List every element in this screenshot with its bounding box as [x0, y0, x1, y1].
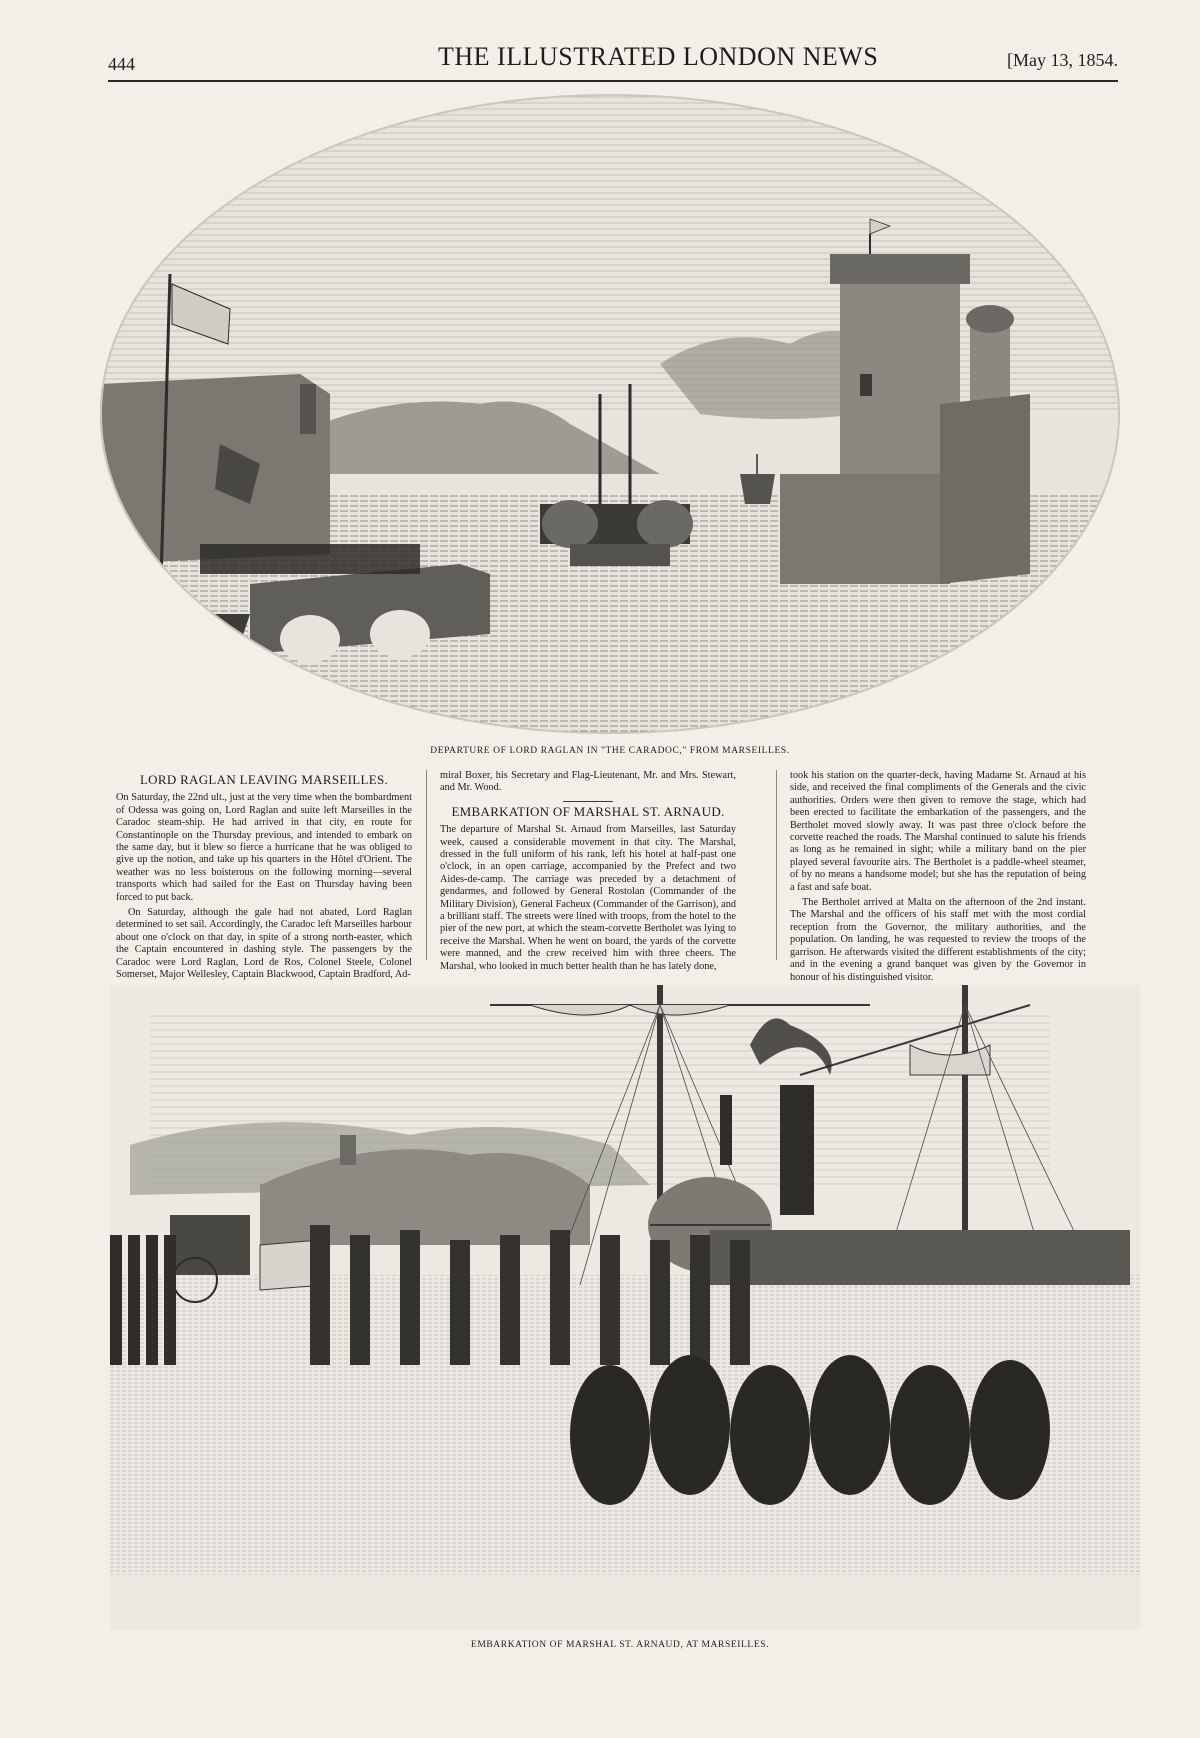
article-paragraph: On Saturday, although the gale had not abated, Lord Raglan determined to set sail. Accordingly, the Caradoc left Marseilles harbour about one o'clock on that day, in spite of a strong north-easter, which the Captain encountered in dashing style. The passengers by the Caradoc were Lord Raglan, Lord de Ros, Colonel Steele, Colonel Somerset, Major Wellesley, Captain Blackwood, Captain Bradford, Ad-	[116, 907, 412, 981]
masthead	[108, 40, 1118, 74]
embarkation-caption: EMBARKATION OF MARSHAL ST. ARNAUD, AT MARSEILLES.	[470, 1640, 770, 1650]
column-divider	[426, 770, 427, 960]
article-paragraph: The departure of Marshal St. Arnaud from Marseilles, last Saturday week, caused a considerable movement in that city. The Marshal, dressed in the full uniform of his rank, left his hotel at half-past one o'clock, in an open carriage, accompanied by the Prefect and two Aides-de-camp. The carriage was preceded by a detachment of gendarmes, and followed by General Rostolan (Commander of the Military Division), General Facheux (Commander of the Garrison), and a brilliant staff. The streets were lined with troops, from the hotel to the pier of the new port, at which the steam-corvette Bertholet was lying to receive the Marshal. When he went on board, the yards of the corvette were manned, and the crew received him with three cheers. The Marshal, who looked in much better health than he has lately done,	[440, 824, 736, 972]
article-paragraph: took his station on the quarter-deck, having Madame St. Arnaud at his side, and received the final compliments of the Generals and the civic authorities. Orders were then given to remove the stage, which had been erected to facilitate the embarkation of the passengers, and the Bertholet moved slowly away. It was past three o'clock before the corvette reached the roads. The Marshal continued to salute his friends as long as he remained in sight; while a military band on the pier played several favourite airs. The Bertholet is a paddle-wheel steamer, of by no means a handsome model; but she has the reputation of being a fast and safe boat.	[790, 770, 1086, 893]
issue-date: [May 13, 1854.	[1007, 50, 1118, 70]
article-heading: EMBARKATION OF MARSHAL ST. ARNAUD.	[451, 803, 725, 819]
article-continuation: miral Boxer, his Secretary and Flag-Lieutenant, Mr. and Mrs. Stewart, and Mr. Wood.	[440, 770, 736, 794]
column-divider	[776, 770, 777, 960]
article-st-arnaud	[440, 770, 736, 976]
masthead-rule	[108, 80, 1118, 82]
article-raglan	[116, 770, 412, 985]
article-paragraph: On Saturday, the 22nd ult., just at the very time when the bombardment of Odessa was going on, Lord Raglan and suite left Marseilles in the Caradoc steam-ship. He had arrived in that city, en route for Constantinople on the Thursday previous, and intended to embark on the same day, but it blew so fierce a hurricane that he was obliged to give up the notion, and take up his quarters in the Hôtel d'Orient. The weather was no less boisterous on the following morning—several transports which had sailed for the East on Thursday having been forced to put back.	[116, 792, 412, 903]
embarkation-engraving	[110, 985, 1140, 1630]
article-st-arnaud-continued	[790, 770, 1086, 987]
departure-caption: DEPARTURE OF LORD RAGLAN IN "THE CARADOC," FROM MARSEILLES.	[430, 746, 790, 756]
article-paragraph: The Bertholet arrived at Malta on the afternoon of the 2nd instant. The Marshal and the officers of his staff met with the most cordial reception from the Governor, the military authorities, and the population. On landing, he was requested to review the troops of the garrison. He afterwards visited the different establishments of the city; and in the evening a grand banquet was given by the Governor in honour of his distinguished visitor.	[790, 897, 1086, 983]
page-number: 444	[108, 54, 135, 74]
newspaper-title: THE ILLUSTRATED LONDON NEWS	[438, 42, 879, 71]
article-heading: LORD RAGLAN LEAVING MARSEILLES.	[139, 772, 389, 787]
section-rule	[563, 801, 613, 802]
departure-engraving	[100, 94, 1120, 734]
